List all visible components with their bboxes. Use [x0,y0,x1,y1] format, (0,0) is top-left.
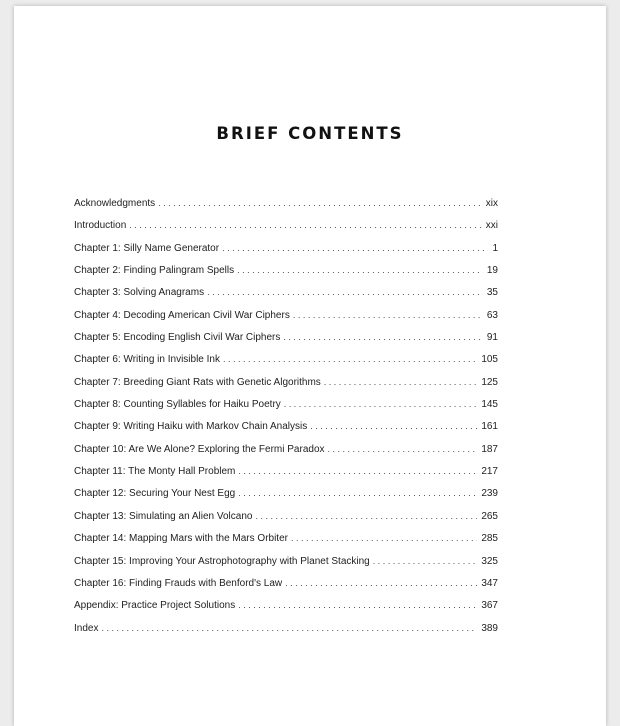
toc-entry-page-number: 389 [481,622,498,634]
toc-entry[interactable] [74,533,498,555]
toc-entry-title: Chapter 10: Are We Alone? Exploring the Fermi Paradox [74,443,325,455]
dot-leader [293,310,483,320]
toc-entry-page-number: 145 [481,399,498,411]
toc-entry-page-number: 347 [481,577,498,589]
toc-entry-page-number: 217 [481,466,498,478]
dot-leader [238,488,477,498]
table-of-contents [74,198,498,645]
dot-leader [101,623,477,633]
toc-entry[interactable] [74,488,498,510]
toc-entry-title: Appendix: Practice Project Solutions [74,600,236,612]
toc-entry[interactable] [74,466,498,488]
dot-leader [284,399,478,409]
dot-leader [324,377,478,387]
toc-entry[interactable] [74,354,498,376]
toc-entry-title: Chapter 1: Silly Name Generator [74,242,220,254]
toc-entry-title: Chapter 6: Writing in Invisible Ink [74,354,220,366]
toc-entry[interactable] [74,220,498,242]
dot-leader [207,287,483,297]
toc-entry[interactable] [74,556,498,578]
dot-leader [238,466,477,476]
toc-entry[interactable] [74,198,498,220]
toc-entry-page-number: 63 [486,309,498,321]
dot-leader [285,578,477,588]
dot-leader [129,220,482,230]
toc-entry-page-number: 265 [481,510,498,522]
dot-leader [255,511,477,521]
toc-entry-title: Acknowledgments [74,198,156,209]
dot-leader [237,265,483,275]
toc-entry-title: Chapter 4: Decoding American Civil War Ciphers [74,309,290,321]
toc-entry[interactable] [74,243,498,265]
dot-leader [283,332,482,342]
toc-entry[interactable] [74,421,498,443]
document-page [14,6,606,726]
toc-entry-title: Chapter 7: Breeding Giant Rats with Genetic Algorithms [74,376,321,388]
dot-leader [238,600,477,610]
toc-entry[interactable] [74,377,498,399]
toc-entry-title: Chapter 2: Finding Palingram Spells [74,265,235,277]
toc-entry[interactable] [74,511,498,533]
toc-entry-title: Chapter 15: Improving Your Astrophotography with Planet Stacking [74,555,370,567]
page-title: BRIEF CONTENTS [216,124,404,143]
toc-entry-page-number: 125 [481,376,498,388]
toc-entry-title: Index [74,622,99,634]
toc-entry-page-number: 105 [481,354,498,366]
toc-entry-page-number: 35 [486,287,498,299]
toc-entry-title: Chapter 11: The Monty Hall Problem [74,466,236,478]
dot-leader [222,243,488,253]
toc-entry[interactable] [74,310,498,332]
toc-entry-page-number: xix [485,198,498,209]
toc-entry-page-number: 19 [486,265,498,277]
toc-entry[interactable] [74,444,498,466]
toc-entry-page-number: 91 [486,332,498,344]
toc-entry[interactable] [74,332,498,354]
toc-entry[interactable] [74,623,498,645]
toc-entry-title: Chapter 13: Simulating an Alien Volcano [74,510,253,522]
toc-entry-title: Introduction [74,220,127,232]
dot-leader [373,556,478,566]
toc-entry[interactable] [74,265,498,287]
dot-leader [223,354,477,364]
toc-entry-page-number: 325 [481,555,498,567]
toc-entry[interactable] [74,600,498,622]
toc-entry-page-number: 367 [481,600,498,612]
dot-leader [328,444,478,454]
toc-entry-title: Chapter 14: Mapping Mars with the Mars Orbiter [74,533,288,545]
toc-entry-page-number: 187 [481,443,498,455]
dot-leader [310,421,477,431]
dot-leader [158,198,482,208]
toc-entry[interactable] [74,578,498,600]
toc-entry-title: Chapter 3: Solving Anagrams [74,287,205,299]
toc-entry-title: Chapter 16: Finding Frauds with Benford's Law [74,577,283,589]
toc-entry-page-number: 161 [481,421,498,433]
toc-entry[interactable] [74,399,498,421]
toc-entry-title: Chapter 9: Writing Haiku with Markov Chain Analysis [74,421,308,433]
toc-entry-page-number: 1 [492,242,498,254]
toc-entry-page-number: xxi [485,220,498,232]
toc-entry-title: Chapter 12: Securing Your Nest Egg [74,488,236,500]
toc-entry-title: Chapter 8: Counting Syllables for Haiku Poetry [74,399,281,411]
dot-leader [291,533,477,543]
toc-entry-title: Chapter 5: Encoding English Civil War Ciphers [74,332,281,344]
toc-entry-page-number: 239 [481,488,498,500]
toc-entry-page-number: 285 [481,533,498,545]
toc-entry[interactable] [74,287,498,309]
